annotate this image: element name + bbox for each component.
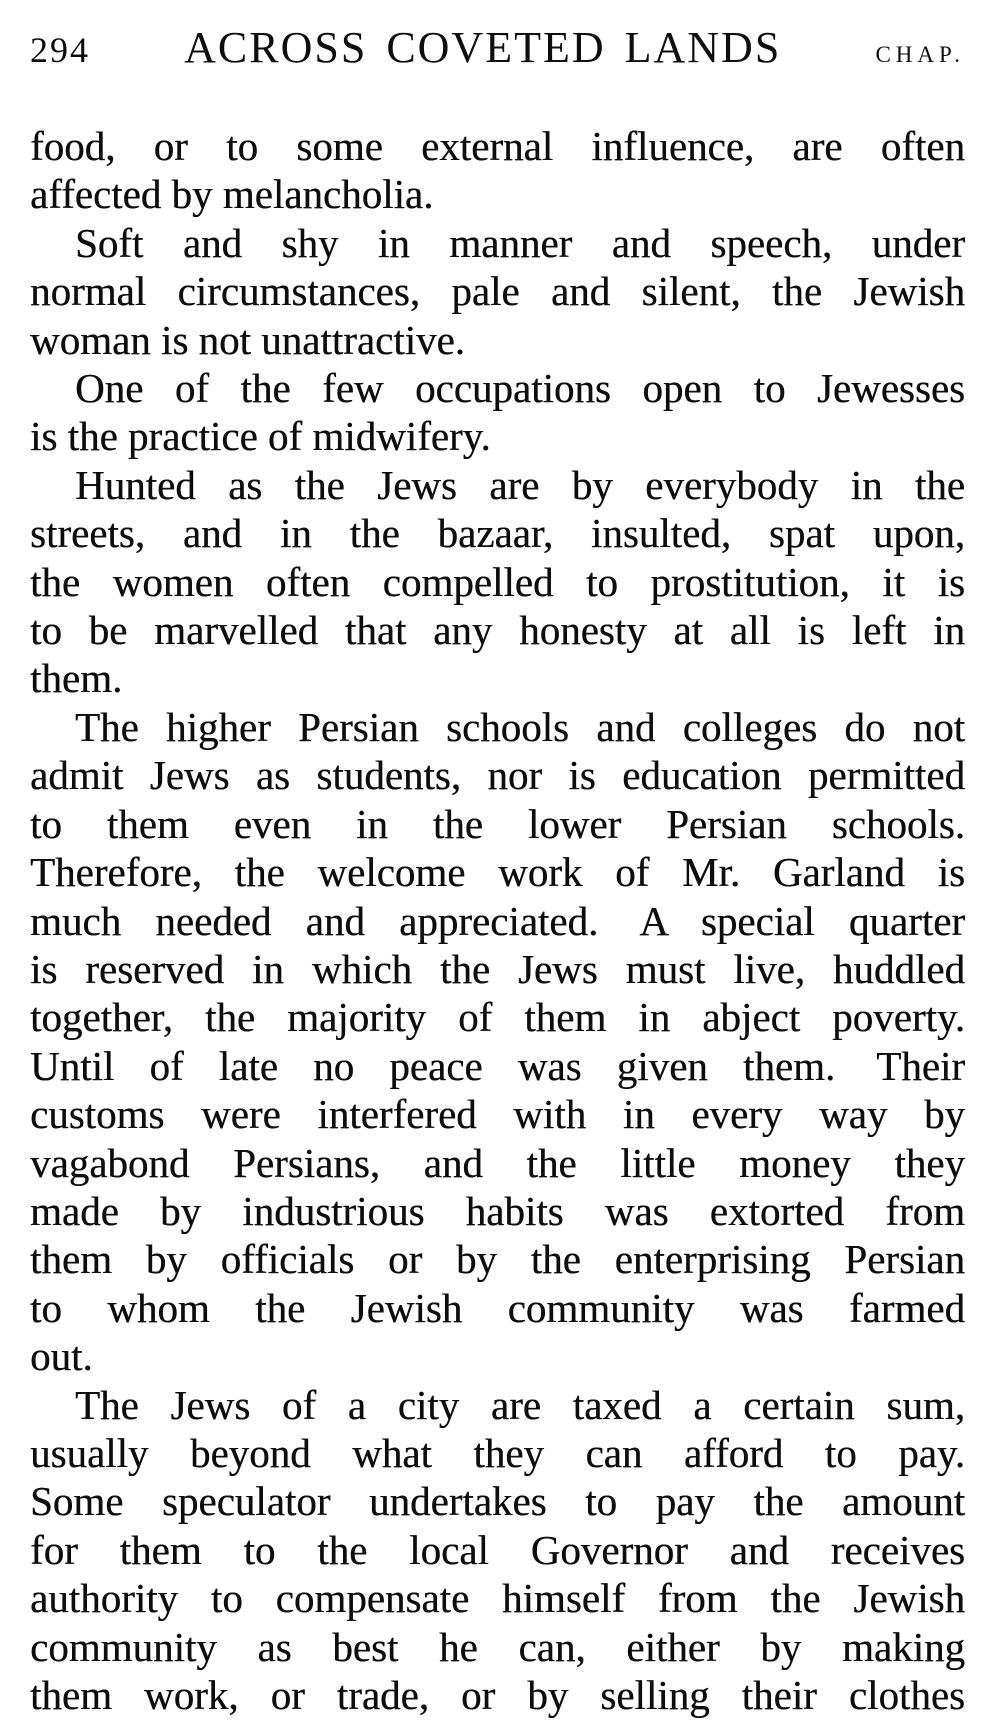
text-line: usually beyond what they can afford to pay. [30, 1429, 965, 1476]
text-line: is reserved in which the Jews must live, huddled [30, 945, 965, 992]
text-line: much needed and appreciated. A special quarter [30, 897, 965, 944]
running-title: ACROSS COVETED LANDS [184, 23, 782, 72]
text-line: Some speculator undertakes to pay the amount [30, 1478, 965, 1525]
text-line: Therefore, the welcome work of Mr. Garland is [30, 849, 965, 896]
text-line: The higher Persian schools and colleges do not [75, 703, 965, 750]
text-line: to be marvelled that any honesty at all is left in [30, 607, 965, 654]
text-line: the women often compelled to prostitution, it is [30, 558, 965, 605]
text-line: Soft and shy in manner and speech, under [75, 219, 965, 266]
text-line: to whom the Jewish community was farmed [30, 1284, 965, 1331]
text-line: community as best he can, either by making [30, 1623, 965, 1670]
text-line: together, the majority of them in abject poverty. [30, 994, 965, 1041]
text-line: affected by melancholia. [30, 171, 434, 218]
text-line: them. [30, 655, 123, 702]
text-line: them by officials or by the enterprising Persian [30, 1236, 965, 1283]
text-line: Until of late no peace was given them. Their [30, 1042, 965, 1089]
text-line: streets, and in the bazaar, insulted, spat upon, [30, 510, 965, 557]
text-line: for them to the local Governor and receives [30, 1526, 965, 1573]
text-line: admit Jews as students, nor is education permitted [30, 752, 965, 799]
text-line: food, or to some external influence, are often [30, 123, 965, 169]
text-line: normal circumstances, pale and silent, the Jewish [30, 268, 965, 315]
chapter-label: CHAP. [875, 42, 965, 67]
page-body [30, 122, 965, 1719]
text-line: woman is not unattractive. [30, 316, 465, 363]
text-line: customs were interfered with in every way by [30, 1091, 965, 1138]
text-line: out. [30, 1333, 93, 1380]
page-number: 294 [30, 30, 90, 70]
text-line: Hunted as the Jews are by everybody in the [75, 461, 965, 508]
text-line: made by industrious habits was extorted from [30, 1187, 965, 1234]
text-line: is the practice of midwifery. [30, 413, 491, 460]
text-line: vagabond Persians, and the little money they [30, 1139, 965, 1186]
text-line: authority to compensate himself from the Jewish [30, 1575, 965, 1622]
running-header [30, 23, 965, 72]
text-line: them work, or trade, or by selling their clothes [30, 1672, 965, 1718]
text-line: to them even in the lower Persian schools. [30, 800, 965, 847]
text-line: The Jews of a city are taxed a certain sum, [75, 1381, 965, 1428]
text-line: One of the few occupations open to Jewesses [75, 365, 965, 412]
